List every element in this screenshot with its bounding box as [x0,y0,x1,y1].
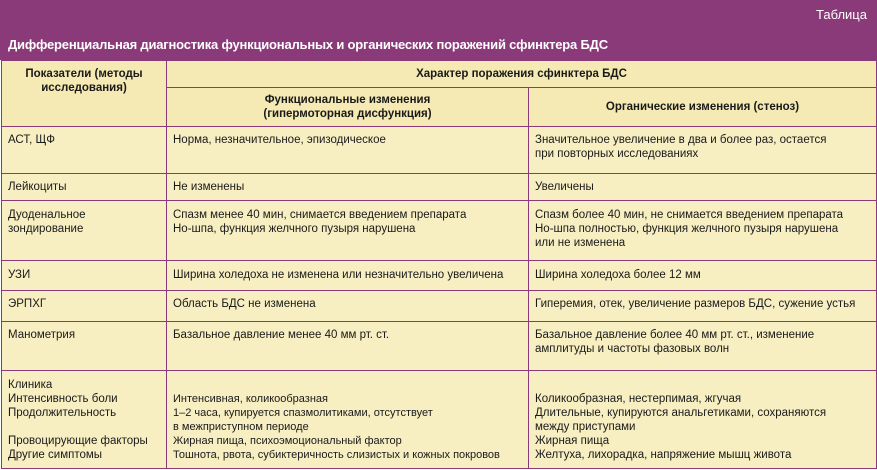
cell-organic: Спазм более 40 мин, не снимается введением препарата Но-шпа полностью, функция желчного пузыря нарушена или не изменена [529,201,877,261]
cell-indicator: АСТ, ЩФ [2,127,167,174]
cell-organic: Увеличены [529,174,877,201]
cell-functional: Спазм менее 40 мин, снимается введением препарата Но-шпа, функция желчного пузыря нарушена [167,201,529,261]
cell-indicator: Клиника Интенсивность боли Продолжительность Провоцирующие факторы Другие симптомы [2,371,167,469]
cell-indicator: Лейкоциты [2,174,167,201]
table-tag: Таблица [816,7,867,22]
cell-organic: Гиперемия, отек, увеличение размеров БДС, сужение устья [529,291,877,322]
cell-indicator: УЗИ [2,261,167,291]
title-bar [0,34,877,60]
table-row [2,371,877,469]
cell-functional: Базальное давление менее 40 мм рт. ст. [167,322,529,371]
cell-functional: Не изменены [167,174,529,201]
diagnosis-table [1,60,877,469]
table-row [2,127,877,174]
cell-indicator: Дуоденальное зондирование [2,201,167,261]
cell-indicator: ЭРПХГ [2,291,167,322]
cell-organic: Ширина холедоха более 12 мм [529,261,877,291]
table-row [2,174,877,201]
table-title: Дифференциальная диагностика функциональных и органических поражений сфинктера БДС [8,37,608,52]
table-row [2,291,877,322]
cell-organic: Значительное увеличение в два и более раз, остается при повторных исследованиях [529,127,877,174]
col-header-organic: Органические изменения (стеноз) [529,88,877,127]
cell-organic: Базальное давление более 40 мм рт. ст., изменение амплитуды и частоты фазовых волн [529,322,877,371]
cell-functional: Область БДС не изменена [167,291,529,322]
cell-indicator: Манометрия [2,322,167,371]
cell-functional: Интенсивная, коликообразная 1–2 часа, купируется спазмолитиками, отсутствует в межприступном периоде Жирная пища, психоэмоциональный фактор Тошнота, рвота, субиктеричность слизистых и кожных покровов [167,371,529,469]
header-row-1 [2,61,877,88]
col-header-indicators: Показатели (методы исследования) [2,61,167,127]
col-header-functional: Функциональные изменения (гипермоторная дисфункция) [167,88,529,127]
table-row [2,201,877,261]
cell-functional: Ширина холедоха не изменена или незначительно увеличена [167,261,529,291]
table-row [2,261,877,291]
cell-organic: Коликообразная, нестерпимая, жгучая Длительные, купируются анальгетиками, сохраняются между приступами Жирная пища Желтуха, лихорадка, напряжение мышц живота [529,371,877,469]
top-bar [0,0,877,34]
table-row [2,322,877,371]
cell-functional: Норма, незначительное, эпизодическое [167,127,529,174]
group-header: Характер поражения сфинктера БДС [167,61,877,88]
